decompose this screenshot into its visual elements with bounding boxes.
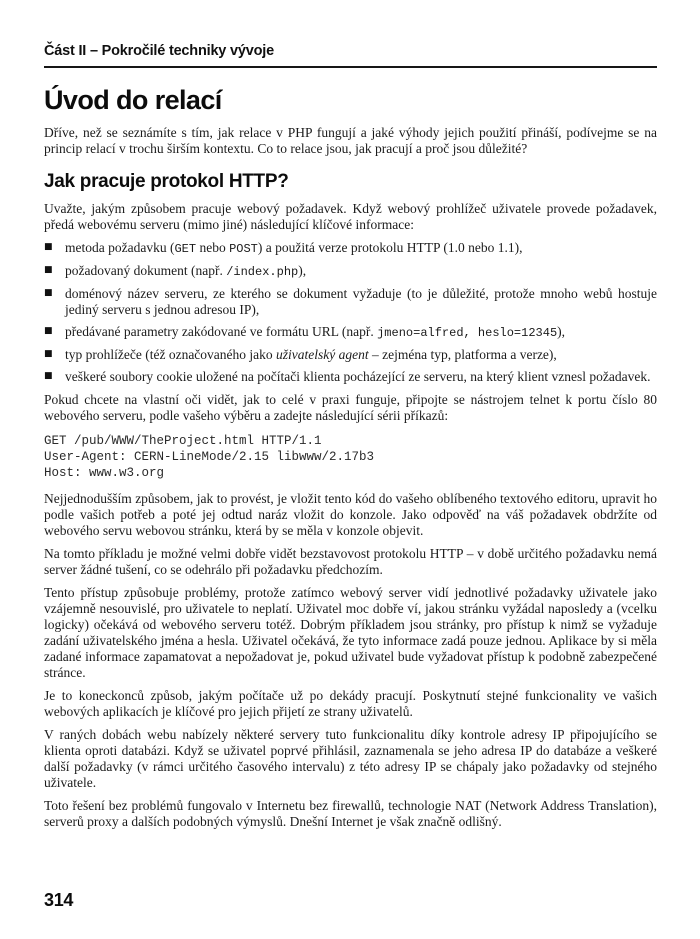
telnet-paragraph: Pokud chcete na vlastní oči vidět, jak to celé v praxi funguje, připojte se nástrojem telnet k portu číslo 80 webového serveru, podle vašeho výběru a zadejte následující sérii příkazů: — [44, 392, 657, 423]
paragraph: Nejjednodušším způsobem, jak to provést, je vložit tento kód do vašeho oblíbeného textového editoru, upravit ho podle vašich potřeb a poté jej odtud naráz vložit do konzole. Jako odpověď na váš požadavek obdržíte od webového servu webovou stránku, která by se měla v konzole objevit. — [44, 491, 657, 538]
code-line: User-Agent: CERN-LineMode/2.15 libwww/2.17b3 — [44, 450, 375, 464]
list-item — [44, 369, 657, 385]
bullet-list — [44, 240, 657, 385]
list-item-text: typ prohlížeče (též označovaného jako uživatelský agent – zejména typ, platforma a verze), — [65, 347, 557, 362]
intro-paragraph: Dříve, než se seznámíte s tím, jak relace v PHP fungují a jaké výhody jejich použití přináší, podívejme se na princip relací v trochu širším kontextu. Co to relace jsou, jak pracují a proč jsou důležité? — [44, 125, 657, 156]
lead-paragraph: Uvažte, jakým způsobem pracuje webový požadavek. Když webový prohlížeč uživatele provede požadavek, předá webovému serveru (mimo jiné) následující klíčové informace: — [44, 201, 657, 232]
paragraph: Je to koneckonců způsob, jakým počítače už po dekády pracují. Poskytnutí stejné funkcionality ve vašich webových aplikacích je klíčové pro jejich přijetí ze strany uživatelů. — [44, 688, 657, 719]
code-line: Host: www.w3.org — [44, 466, 165, 480]
paragraph: Tento přístup způsobuje problémy, protože zatímco webový server vidí jednotlivé požadavky uživatele jako vzájemně nesouvislé, pro uživatele to neplatí. Uživatel moc dobře ví, jakou stránku vyžádal naposledy a (vcelku logicky) očekává od webového serveru totéž. Dobrým příkladem jsou stránky, pro přístup k nimž se vyžaduje zadání uživatelského jména a hesla. Uživatel očekává, že tyto informace zadá pouze jednou. Aplikace by si měla zadané informace zapamatovat a nepožadovat je, pokud uživatel bude vyžadovat přístup k podobně zabezpečené stránce. — [44, 585, 657, 680]
list-item-text: doménový název serveru, ze kterého se dokument vyžaduje (to je důležité, protože mnoho webů hostuje jediný serveru s jednou adresou IP), — [65, 286, 657, 317]
bullet-square-icon: ■ — [44, 265, 53, 275]
list-item — [44, 347, 657, 363]
paragraph: Toto řešení bez problémů fungovalo v Internetu bez firewallů, technologie NAT (Network Address Translation), serverů proxy a dalších podobných výmyslů. Dnešní Internet je však značně odlišný. — [44, 798, 657, 829]
header-rule — [44, 66, 657, 68]
paragraph: V raných dobách webu nabízely některé servery tuto funkcionalitu díky kontrole adresy IP připojujícího se klienta oproti databázi. Když se uživatel poprvé přihlásil, zaznamenala se jeho adresa IP do databáze a veškeré další požadavky (v rámci určitého časového intervalu) z této adresy IP se chápaly jako požadavky od stejného uživatele. — [44, 727, 657, 790]
section-heading: Jak pracuje protokol HTTP? — [44, 171, 289, 192]
list-item-text: předávané parametry zakódované ve formátu URL (např. jmeno=alfred, heslo=12345), — [65, 324, 566, 340]
bullet-square-icon: ■ — [44, 288, 53, 298]
list-item — [44, 324, 657, 341]
list-item — [44, 240, 657, 257]
paragraph: Na tomto příkladu je možné velmi dobře vidět bezstavovost protokolu HTTP – v době určitého požadavku nemá server žádné tušení, co se odehrálo při požadavku předchozím. — [44, 546, 657, 577]
bullet-square-icon: ■ — [44, 349, 53, 359]
list-item-text: metoda požadavku (GET nebo POST) a použitá verze protokolu HTTP (1.0 nebo 1.1), — [65, 240, 523, 256]
bullet-square-icon: ■ — [44, 326, 53, 336]
list-item — [44, 263, 657, 280]
list-item-text: požadovaný dokument (např. /index.php), — [65, 263, 307, 279]
bullet-square-icon: ■ — [44, 371, 53, 381]
list-item-text: veškeré soubory cookie uložené na počítači klienta pocházející ze serveru, na který klient vznesl požadavek. — [65, 369, 651, 384]
bullet-square-icon: ■ — [44, 242, 53, 252]
page-number: 314 — [44, 890, 74, 910]
list-item — [44, 286, 657, 318]
running-header: Část II – Pokročilé techniky vývoje — [44, 43, 274, 59]
code-block — [44, 433, 657, 481]
page-title: Úvod do relací — [44, 85, 222, 115]
code-line: GET /pub/WWW/TheProject.html HTTP/1.1 — [44, 434, 322, 448]
